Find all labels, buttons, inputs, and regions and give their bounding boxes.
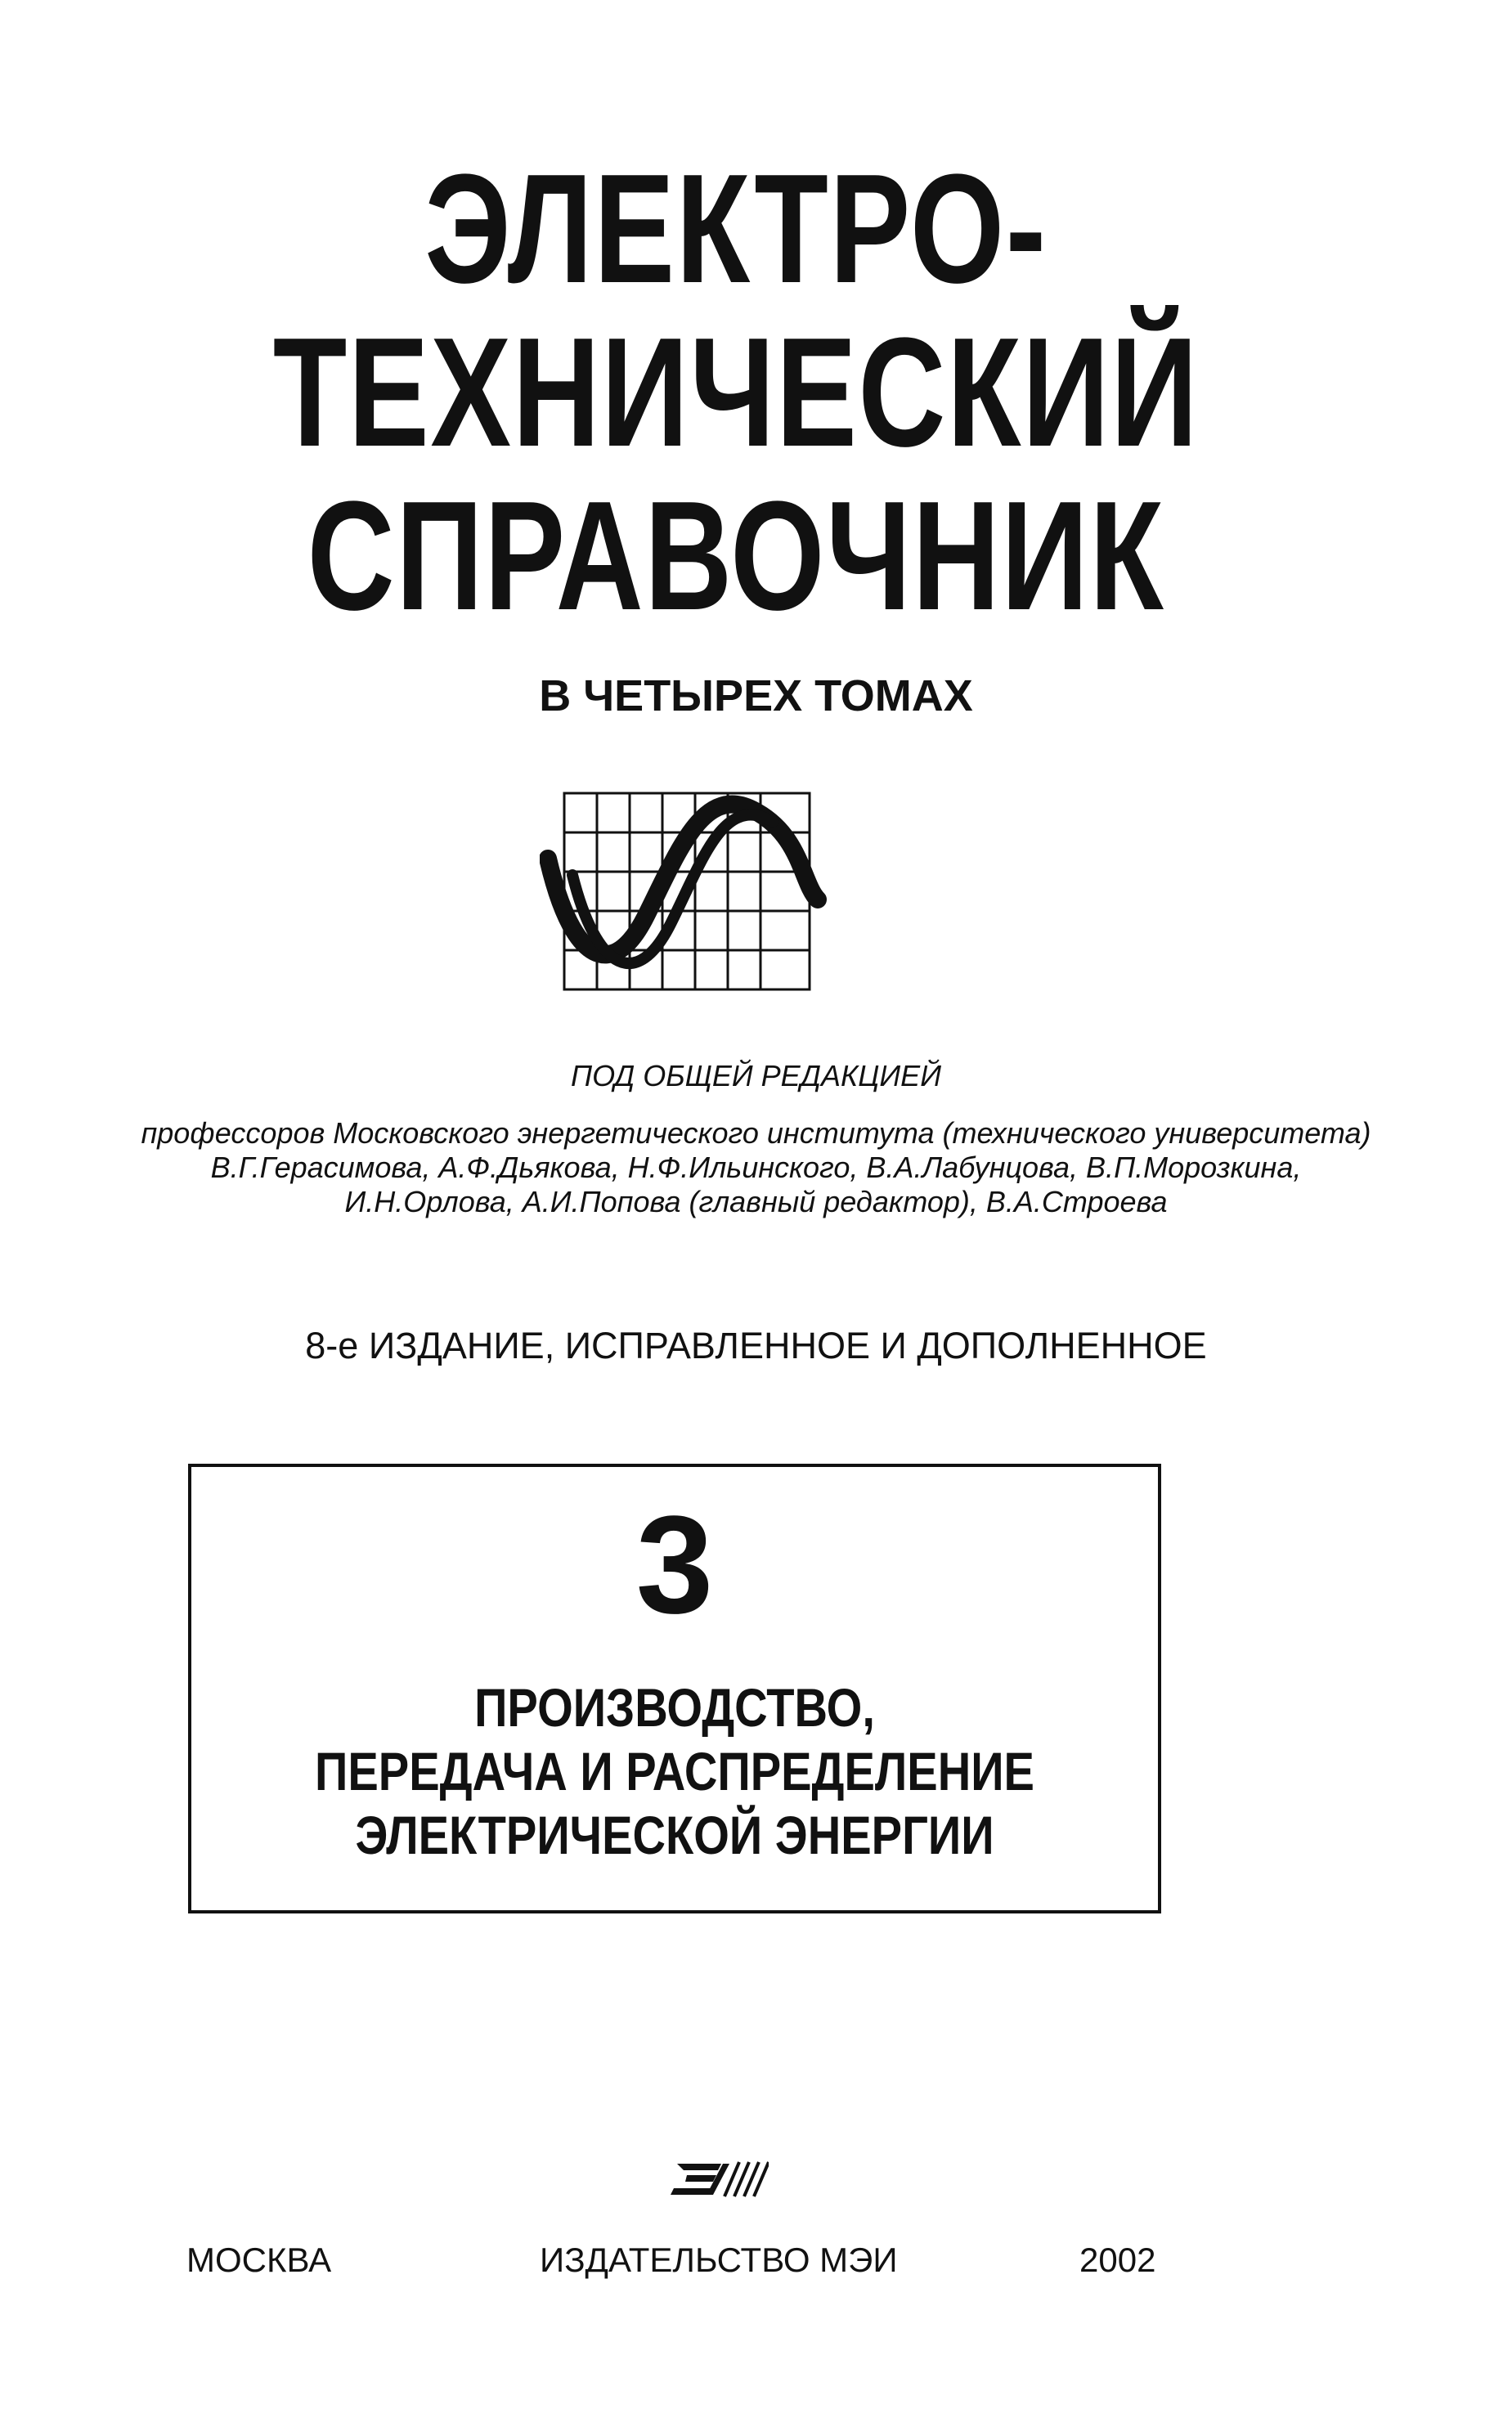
editors-line-2: В.Г.Герасимова, А.Ф.Дьякова, Н.Ф.Ильинского, В.А.Лабунцова, В.П.Морозкина, [210, 1151, 1302, 1184]
book-title-line-2: ТЕХНИЧЕСКИЙ [272, 306, 1200, 479]
mei-publisher-logo-icon [671, 2159, 769, 2200]
editor-heading: ПОД ОБЩЕЙ РЕДАКЦИЕЙ [571, 1059, 941, 1092]
footer-city: МОСКВА [186, 2241, 332, 2279]
volume-title-line-3: ЭЛЕКТРИЧЕСКОЙ ЭНЕРГИИ [355, 1805, 994, 1865]
book-title [123, 142, 1349, 643]
volume-number: 3 [635, 1487, 714, 1643]
editors-line-3: И.Н.Орлова, А.И.Попова (главный редактор), В.А.Строева [344, 1185, 1168, 1218]
book-subtitle: В ЧЕТЫРЕХ ТОМАХ [539, 671, 973, 720]
editors-line-1: профессоров Московского энергетического института (технического университета) [141, 1116, 1371, 1150]
edition-note: 8-е ИЗДАНИЕ, ИСПРАВЛЕННОЕ И ДОПОЛНЕННОЕ [305, 1325, 1207, 1366]
volume-title-line-2: ПЕРЕДАЧА И РАСПРЕДЕЛЕНИЕ [315, 1741, 1034, 1801]
editors-list [0, 1116, 1512, 1219]
volume-title [191, 1676, 1158, 1867]
volume-box [188, 1464, 1161, 1913]
sine-wave-grid-icon [540, 785, 834, 998]
book-title-line-3: СПРАВОЧНИК [307, 469, 1165, 643]
book-title-line-1: ЭЛЕКТРО- [424, 142, 1048, 316]
footer-year: 2002 [1079, 2241, 1156, 2279]
footer-publisher: ИЗДАТЕЛЬСТВО МЭИ [540, 2241, 898, 2279]
volume-title-line-1: ПРОИЗВОДСТВО, [474, 1677, 875, 1738]
